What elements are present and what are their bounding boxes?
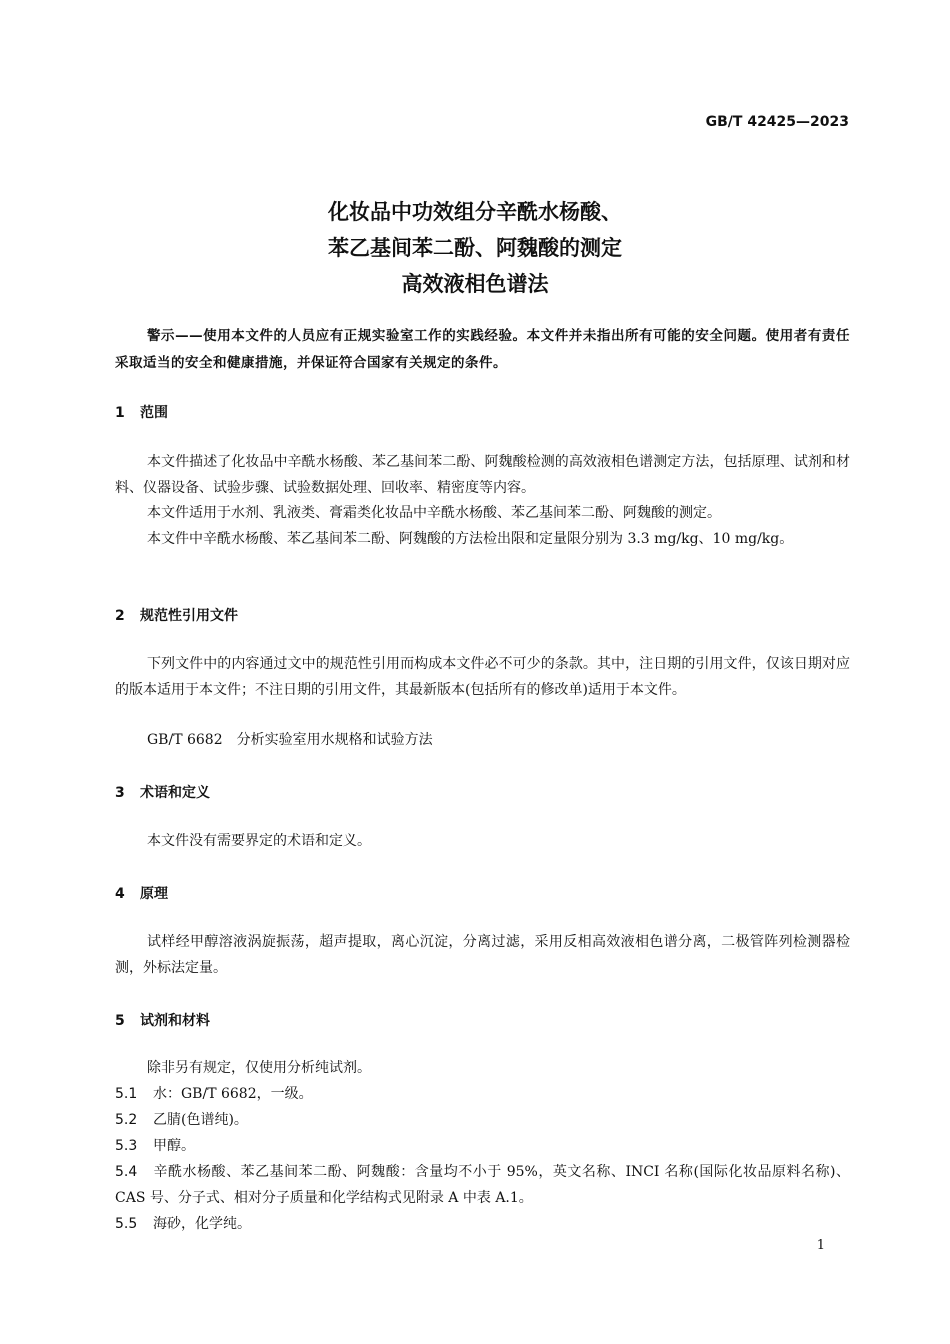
- section-3-para-1: 本文件没有需要界定的术语和定义。: [147, 833, 371, 849]
- item-number: 5.4: [115, 1164, 138, 1180]
- item-text: 乙腈(色谱纯)。: [153, 1112, 248, 1128]
- document-title-line-3: 高效液相色谱法: [401, 272, 549, 296]
- list-item-5-2: [115, 1107, 850, 1133]
- section-title: 范围: [140, 405, 168, 421]
- section-2-para-1: 下列文件中的内容通过文中的规范性引用而构成本文件必不可少的条款。其中，注日期的引用文件，仅该日期对应的版本适用于本文件；不注日期的引用文件，其最新版本(包括所有的修改单)适用于本文件。: [115, 656, 850, 698]
- page-number: 1: [816, 1238, 825, 1253]
- item-text: 水：GB/T 6682，一级。: [153, 1086, 313, 1102]
- document-title-line-2: 苯乙基间苯二酚、阿魏酸的测定: [328, 236, 622, 260]
- section-title: 原理: [140, 886, 168, 902]
- section-title: 术语和定义: [140, 785, 210, 801]
- section-2-reference: GB/T 6682 分析实验室用水规格和试验方法: [147, 732, 433, 748]
- item-text: 甲醇。: [153, 1138, 195, 1154]
- section-number: 4: [115, 886, 125, 902]
- section-1-para-2: 本文件适用于水剂、乳液类、膏霜类化妆品中辛酰水杨酸、苯乙基间苯二酚、阿魏酸的测定。: [147, 505, 721, 521]
- item-number: 5.5: [115, 1216, 138, 1232]
- section-title: 试剂和材料: [140, 1013, 210, 1029]
- section-4-para-1: 试样经甲醇溶液涡旋振荡，超声提取，离心沉淀，分离过滤，采用反相高效液相色谱分离，二极管阵列检测器检测，外标法定量。: [115, 934, 850, 976]
- list-item-5-4: [115, 1159, 850, 1211]
- section-number: 1: [115, 405, 125, 421]
- section-4-heading: [115, 883, 168, 903]
- warning-paragraph: 警示——使用本文件的人员应有正规实验室工作的实践经验。本文件并未指出所有可能的安全问题。使用者有责任采取适当的安全和健康措施，并保证符合国家有关规定的条件。: [115, 328, 850, 371]
- standard-code: GB/T 42425—2023: [705, 114, 849, 130]
- section-number: 2: [115, 608, 125, 624]
- item-number: 5.1: [115, 1086, 138, 1102]
- section-3-heading: [115, 782, 210, 802]
- section-2-heading: [115, 605, 238, 625]
- section-number: 5: [115, 1013, 125, 1029]
- section-1-para-3: 本文件中辛酰水杨酸、苯乙基间苯二酚、阿魏酸的方法检出限和定量限分别为 3.3 mg/kg、10 mg/kg。: [147, 531, 794, 547]
- item-text: 辛酰水杨酸、苯乙基间苯二酚、阿魏酸：含量均不小于 95%，英文名称、INCI 名称(国际化妆品原料名称)、CAS 号、分子式、相对分子质量和化学结构式见附录 A 中表 A.1。: [115, 1164, 850, 1206]
- list-item-5-3: [115, 1133, 850, 1159]
- list-item-5-1: [115, 1081, 850, 1107]
- section-1-para-1: 本文件描述了化妆品中辛酰水杨酸、苯乙基间苯二酚、阿魏酸检测的高效液相色谱测定方法，包括原理、试剂和材料、仪器设备、试验步骤、试验数据处理、回收率、精密度等内容。: [115, 454, 850, 496]
- item-text: 海砂，化学纯。: [153, 1216, 251, 1232]
- section-title: 规范性引用文件: [140, 608, 238, 624]
- section-number: 3: [115, 785, 125, 801]
- section-5-heading: [115, 1010, 210, 1030]
- section-5-intro: 除非另有规定，仅使用分析纯试剂。: [147, 1060, 371, 1076]
- section-1-heading: [115, 402, 168, 422]
- document-title-line-1: 化妆品中功效组分辛酰水杨酸、: [328, 200, 622, 224]
- list-item-5-5: [115, 1211, 850, 1237]
- item-number: 5.2: [115, 1112, 138, 1128]
- item-number: 5.3: [115, 1138, 138, 1154]
